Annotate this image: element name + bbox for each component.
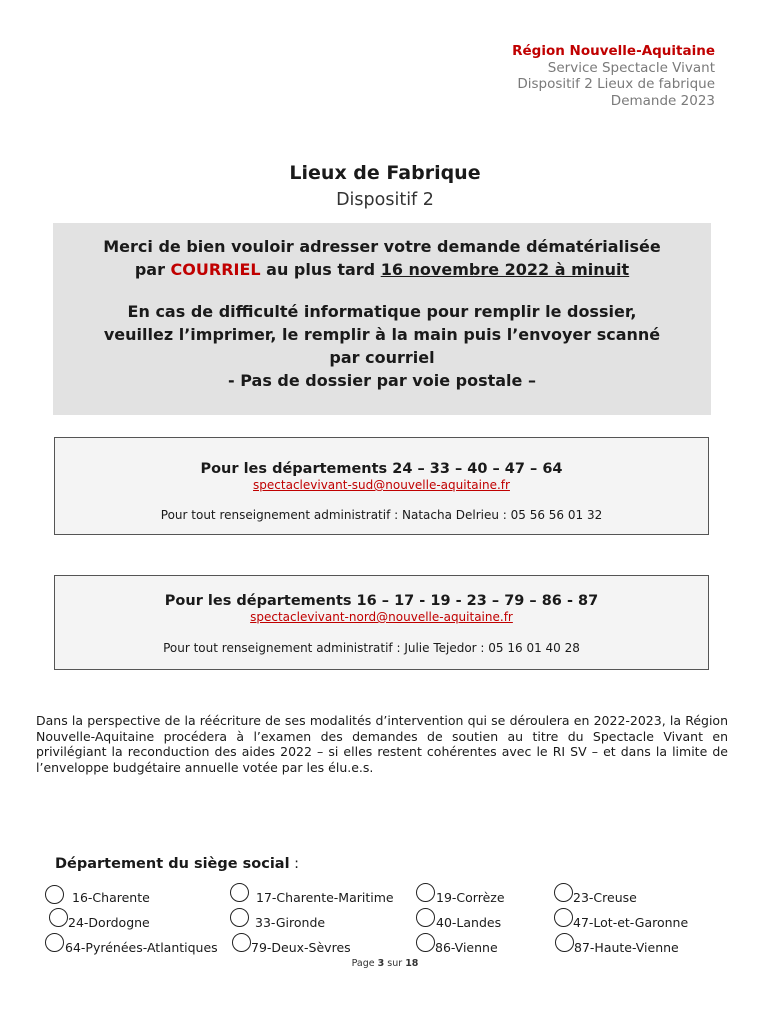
courriel-emphasis: COURRIEL — [170, 260, 261, 279]
notice-line-3: En cas de difficulté informatique pour remplir le dossier, — [127, 302, 637, 321]
sud-contact-info: Pour tout renseignement administratif : Natacha Delrieu : 05 56 56 01 32 — [160, 508, 603, 522]
sud-departments-title: Pour les départements 24 – 33 – 40 – 47 – 64 — [200, 461, 563, 477]
submission-notice — [53, 223, 711, 415]
notice-line-1: Merci de bien vouloir adresser votre demande dématérialisée — [103, 237, 661, 256]
notice-line-2 — [53, 258, 711, 281]
radio-79[interactable] — [232, 933, 251, 952]
department-label: 24-Dordogne — [68, 915, 150, 930]
contact-box-nord — [54, 575, 709, 670]
radio-40[interactable] — [416, 908, 435, 927]
department-label: 40-Landes — [436, 915, 502, 930]
footer-page-number: 3 — [377, 958, 385, 969]
contact-box-sud — [54, 437, 709, 535]
footer-sur: sur — [387, 958, 403, 969]
radio-17[interactable] — [230, 883, 249, 902]
footer-page-total: 18 — [405, 958, 419, 969]
nord-contact-info: Pour tout renseignement administratif : Julie Tejedor : 05 16 01 40 28 — [163, 641, 580, 655]
page-footer — [0, 958, 770, 969]
siege-label-text: Département du siège social — [55, 856, 290, 872]
nord-email-link[interactable]: spectaclevivant-nord@nouvelle-aquitaine.fr — [250, 610, 513, 624]
siege-label-colon: : — [289, 856, 300, 872]
page-title: Lieux de Fabrique — [289, 162, 481, 184]
department-label: 47-Lot-et-Garonne — [573, 915, 689, 930]
document-title — [0, 161, 770, 212]
notice-line-4: veuillez l’imprimer, le remplir à la main puis l’envoyer scanné — [103, 325, 661, 344]
notice-line-5: par courriel — [329, 348, 435, 367]
radio-64[interactable] — [45, 933, 64, 952]
nord-departments-title: Pour les départements 16 – 17 - 19 - 23 – 79 – 86 - 87 — [164, 593, 599, 609]
department-label: 19-Corrèze — [436, 890, 505, 905]
radio-19[interactable] — [416, 883, 435, 902]
radio-86[interactable] — [416, 933, 435, 952]
notice-deadline-prefix: au plus tard — [260, 260, 381, 279]
service-name: Service Spectacle Vivant — [547, 59, 715, 76]
notice-par: par — [134, 260, 171, 279]
radio-24[interactable] — [49, 908, 68, 927]
document-header — [512, 43, 715, 109]
department-label: 64-Pyrénées-Atlantiques — [65, 940, 218, 955]
dispositif-name: Dispositif 2 Lieux de fabrique — [517, 76, 715, 92]
department-label: 16-Charente — [72, 890, 150, 905]
footer-page-word: Page — [351, 958, 375, 969]
deadline-date: 16 novembre 2022 à minuit — [380, 260, 630, 279]
department-label: 86-Vienne — [435, 940, 498, 955]
department-label: 79-Deux-Sèvres — [251, 940, 351, 955]
radio-33[interactable] — [230, 908, 249, 927]
department-label: 23-Creuse — [573, 890, 637, 905]
department-label: 87-Haute-Vienne — [574, 940, 679, 955]
demande-year: Demande 2023 — [610, 92, 715, 109]
radio-47[interactable] — [554, 908, 573, 927]
department-label: 17-Charente-Maritime — [256, 890, 394, 905]
page-subtitle: Dispositif 2 — [336, 190, 434, 210]
department-label: 33-Gironde — [255, 915, 326, 930]
radio-16[interactable] — [45, 885, 64, 904]
sud-email-link[interactable]: spectaclevivant-sud@nouvelle-aquitaine.fr — [253, 478, 510, 492]
region-name: Région Nouvelle-Aquitaine — [512, 43, 715, 59]
notice-line-6: - Pas de dossier par voie postale – — [228, 371, 536, 390]
intro-paragraph: Dans la perspective de la réécriture de ses modalités d’intervention qui se déroulera en 2022-2023, la Région Nouvelle-Aquitaine procédera à l’examen des demandes de soutien au titre du Spectacle Vivant en privilégiant la reconduction des aides 2022 – si elles restent cohérentes avec le RI SV – et dans la limite de l’enveloppe budgétaire annuelle votée par les élu.e.s. — [36, 713, 728, 775]
radio-87[interactable] — [555, 933, 574, 952]
siege-social-label — [55, 855, 299, 873]
radio-23[interactable] — [554, 883, 573, 902]
